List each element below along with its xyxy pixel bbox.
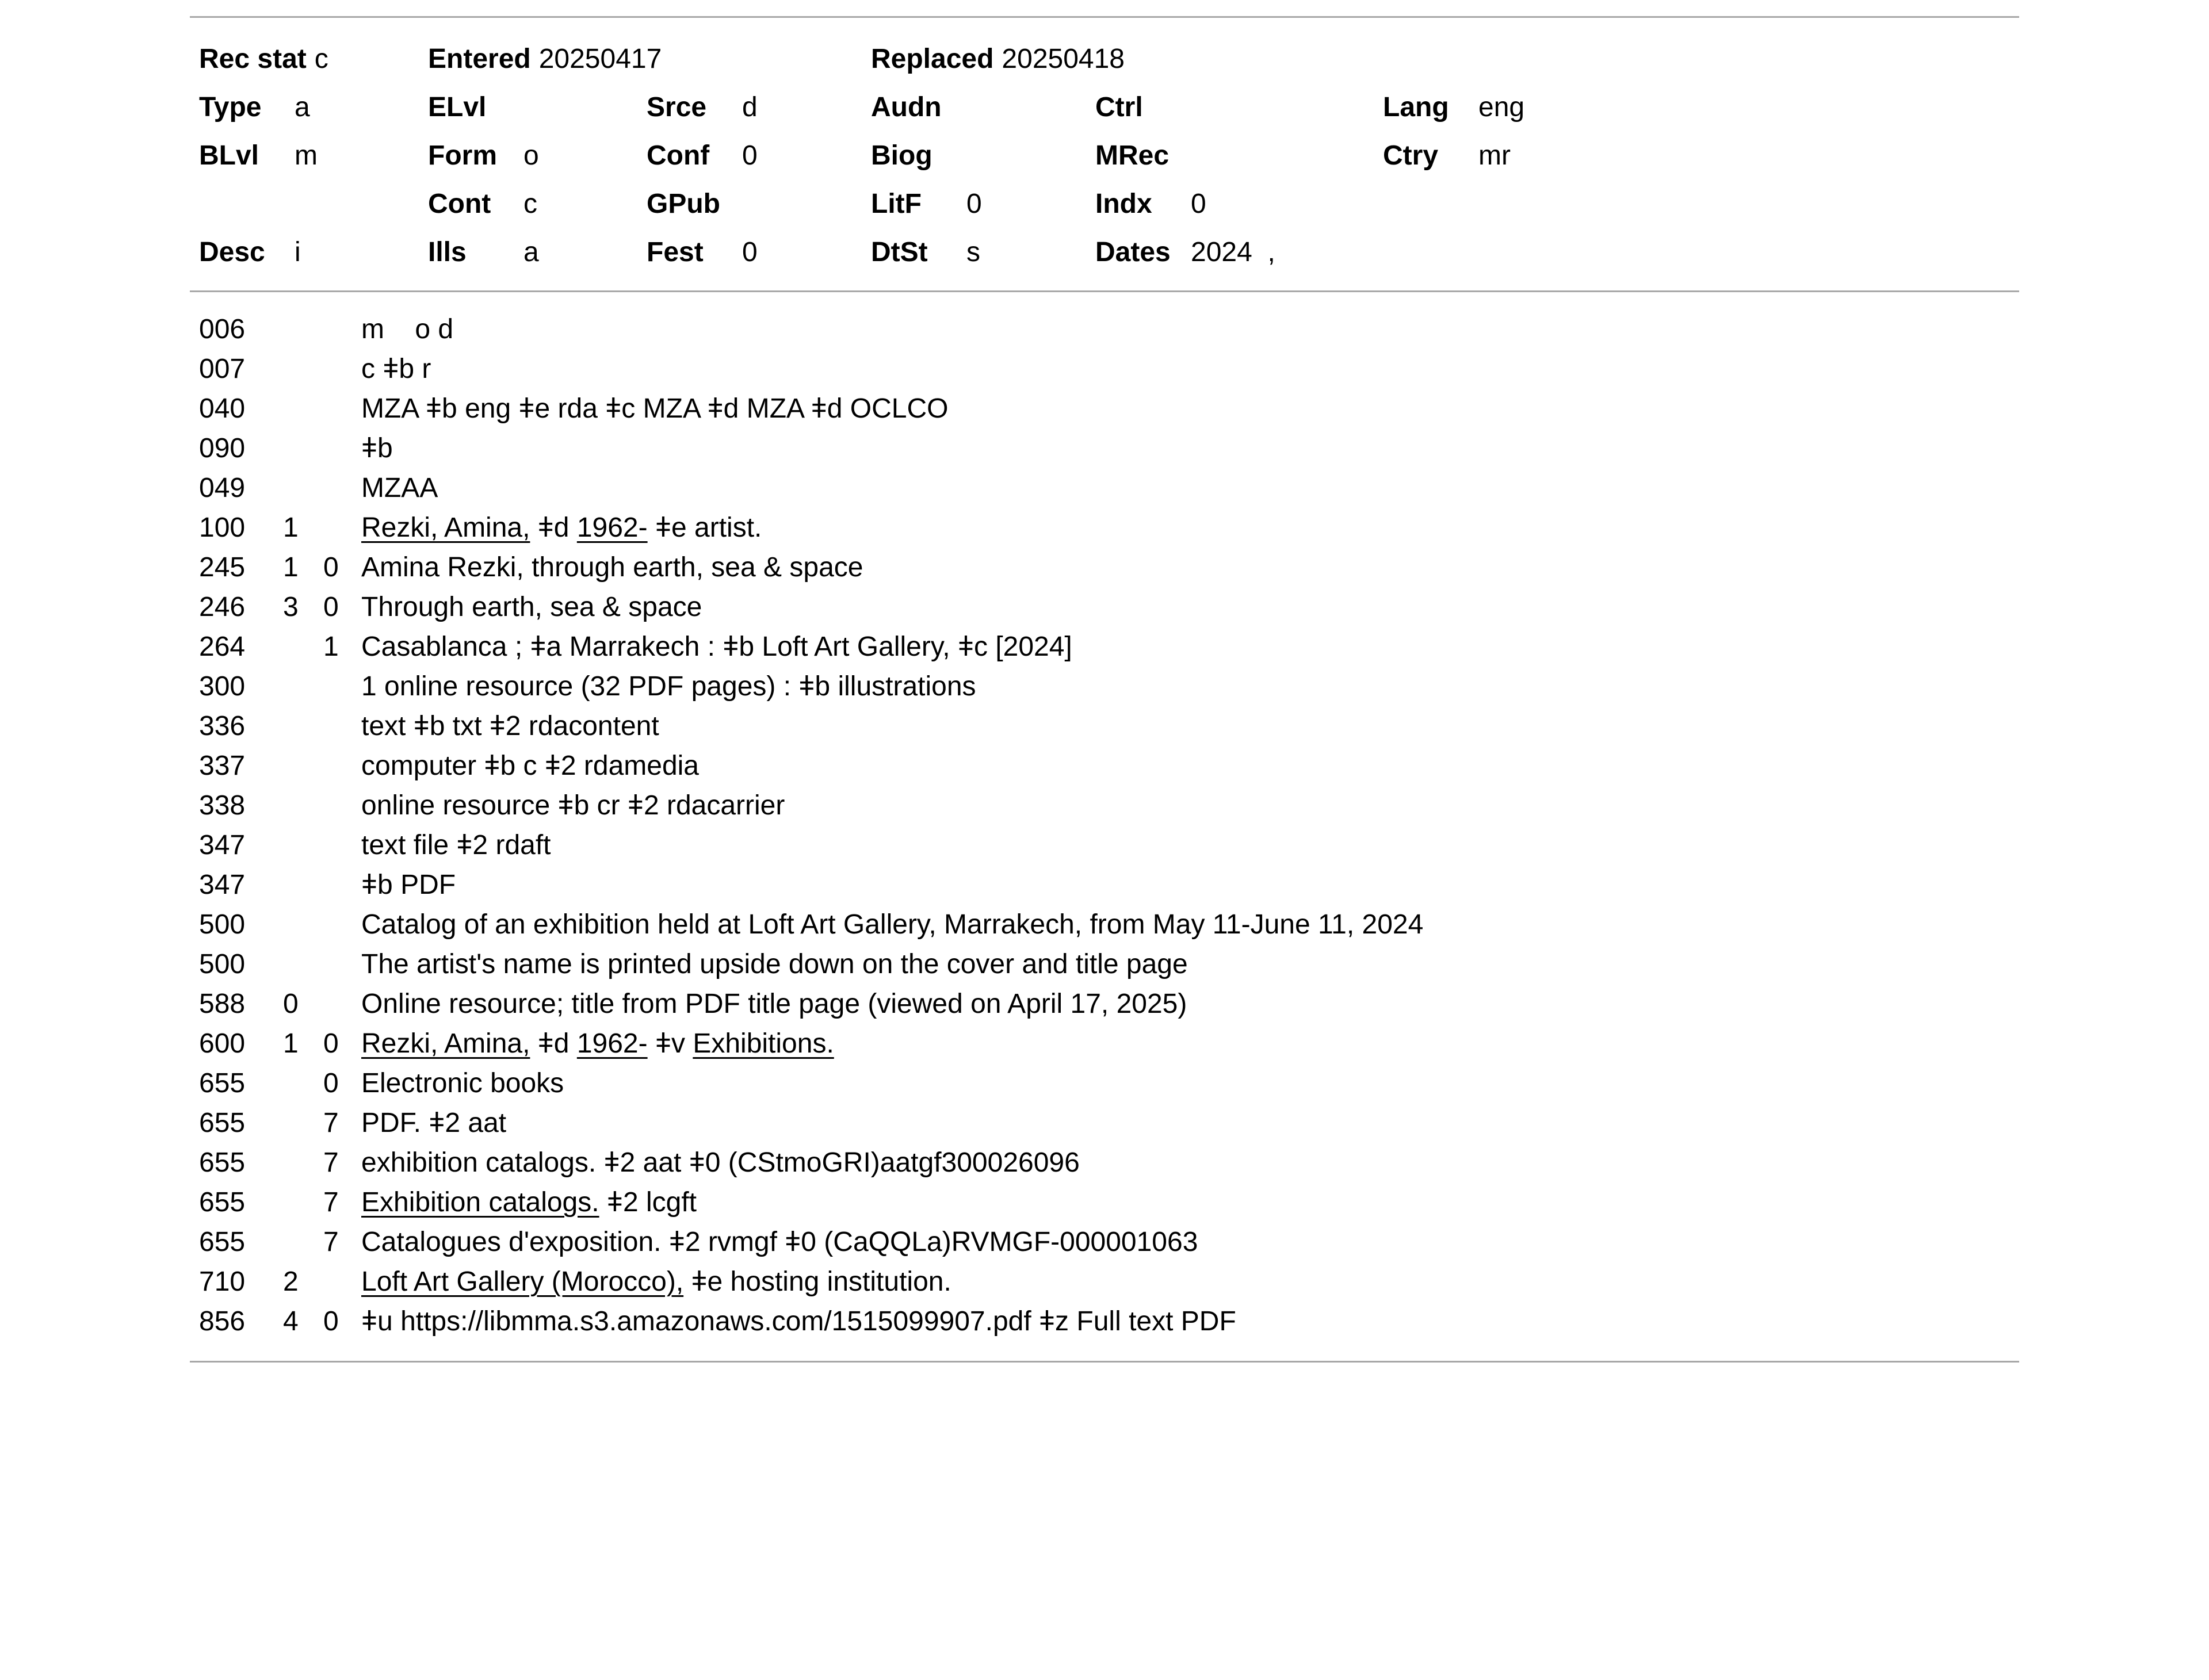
fixed-field-value[interactable]: a [523,237,539,267]
fixed-field-value[interactable]: mr [1478,140,1511,171]
field-content[interactable] [361,1063,2019,1103]
field-tag[interactable]: 500 [199,909,246,940]
fixed-field-label: Ctry [1383,140,1439,171]
field-347 [199,865,2019,905]
field-text: MZA ǂb eng ǂe rda ǂc MZA ǂd MZA ǂd OCLCO [361,393,949,424]
field-338 [199,786,2019,825]
fixed-field-value[interactable]: d [742,92,758,123]
field-indicator-1[interactable]: 2 [283,1266,299,1297]
field-tag[interactable]: 049 [199,473,246,503]
fixed-field-empty [1383,180,2019,228]
field-tag[interactable]: 090 [199,433,246,464]
field-337 [199,746,2019,786]
field-text: ǂu https://libmma.s3.amazonaws.com/1515099907.pdf ǂz Full text PDF [361,1306,1236,1337]
field-content[interactable] [361,667,2019,706]
fixed-field-dates [1095,228,1383,277]
fixed-field-label: MRec [1095,140,1170,171]
fixed-field-value[interactable]: m [295,140,318,171]
fixed-field-label: Lang [1383,92,1449,123]
fixed-field-label: Entered [428,44,531,74]
field-indicator-2[interactable]: 7 [323,1108,339,1138]
fixed-field-ctry [1383,132,2019,180]
field-content[interactable] [361,627,2019,667]
fixed-field-mrec [1095,132,1383,180]
field-tag[interactable]: 007 [199,354,246,384]
controlled-heading-link[interactable]: Loft Art Gallery (Morocco), [361,1266,684,1297]
fixed-field-srce [647,83,871,132]
field-text: text file ǂ2 rdaft [361,830,551,860]
field-content[interactable] [361,746,2019,786]
field-indicator-1[interactable] [283,905,323,944]
field-tag[interactable]: 300 [199,671,246,702]
field-655 [199,1063,2019,1103]
fixed-field-entered [428,35,871,83]
field-indicator-1[interactable]: 3 [283,592,299,622]
field-indicator-1[interactable] [283,1063,323,1103]
field-indicator-1[interactable] [283,389,323,428]
field-text: text ǂb txt ǂ2 rdacontent [361,711,659,741]
field-text: m o d [361,314,454,345]
field-indicator-1[interactable] [283,1143,323,1182]
field-indicator-2[interactable]: 0 [323,552,339,583]
field-content[interactable] [361,587,2019,627]
field-tag[interactable]: 245 [199,552,246,583]
fixed-field-label: Dates [1095,237,1171,267]
field-indicator-2[interactable] [323,1262,361,1302]
fixed-field-value[interactable]: 2024 , [1191,237,1275,267]
field-content[interactable] [361,309,2019,349]
fixed-field-label: Indx [1095,189,1152,219]
field-indicator-1[interactable]: 0 [283,989,299,1019]
fixed-field-dtst [871,228,1095,277]
field-content[interactable] [361,1024,2019,1063]
field-content[interactable] [361,548,2019,587]
field-indicator-1[interactable] [283,786,323,825]
field-content[interactable] [361,706,2019,746]
fixed-field-grid [190,18,2019,290]
fixed-field-value[interactable]: a [295,92,310,123]
fixed-field-conf [647,132,871,180]
field-245 [199,548,2019,587]
field-710 [199,1262,2019,1302]
fixed-field-label: Ctrl [1095,92,1143,123]
field-text: Catalogues d'exposition. ǂ2 rvmgf ǂ0 (CaQQLa)RVMGF-000001063 [361,1227,1198,1257]
field-tag[interactable]: 856 [199,1306,246,1337]
field-text: Through earth, sea & space [361,592,702,622]
field-indicator-2[interactable]: 0 [323,1028,339,1059]
field-500 [199,944,2019,984]
variable-field-list [190,292,2019,1361]
fixed-field-label: Audn [871,92,942,123]
fixed-field-biog [871,132,1095,180]
fixed-field-value[interactable]: 0 [966,189,982,219]
field-tag[interactable]: 600 [199,1028,246,1059]
field-content[interactable] [361,349,2019,389]
field-content[interactable] [361,905,2019,944]
field-indicator-2[interactable] [323,944,361,984]
field-tag[interactable]: 347 [199,870,246,900]
field-indicator-2[interactable]: 0 [323,1306,339,1337]
field-indicator-2[interactable]: 7 [323,1147,339,1178]
field-tag[interactable]: 264 [199,632,246,662]
field-text: online resource ǂb cr ǂ2 rdacarrier [361,790,785,821]
field-indicator-2[interactable] [323,309,361,349]
fixed-field-value[interactable]: eng [1478,92,1525,123]
field-text: ǂ2 lcgft [599,1187,697,1218]
field-content[interactable] [361,1222,2019,1262]
fixed-field-elvl [428,83,647,132]
field-indicator-2[interactable] [323,905,361,944]
field-indicator-1[interactable] [283,428,323,468]
bottom-divider [190,1361,2019,1363]
field-indicator-1[interactable]: 4 [283,1306,299,1337]
field-indicator-2[interactable] [323,865,361,905]
field-indicator-2[interactable] [323,706,361,746]
field-indicator-1[interactable] [283,667,323,706]
field-text: computer ǂb c ǂ2 rdamedia [361,751,699,781]
fixed-field-value[interactable]: o [523,140,539,171]
field-content[interactable] [361,1182,2019,1222]
field-indicator-2[interactable] [323,508,361,548]
field-text: ǂb [361,433,393,464]
field-indicator-1[interactable] [283,944,323,984]
fixed-field-value[interactable] [1183,92,1191,123]
field-indicator-2[interactable] [323,825,361,865]
field-content[interactable] [361,984,2019,1024]
field-006 [199,309,2019,349]
field-655 [199,1143,2019,1182]
fixed-field-litf [871,180,1095,228]
fixed-field-label: LitF [871,189,922,219]
field-indicator-2[interactable] [323,349,361,389]
field-588 [199,984,2019,1024]
field-text: 1 online resource (32 PDF pages) : ǂb illustrations [361,671,976,702]
fixed-field-label: Desc [199,237,265,267]
field-indicator-2[interactable]: 0 [323,592,339,622]
fixed-field-label: BLvl [199,140,259,171]
field-856 [199,1302,2019,1341]
fixed-field-label: Srce [647,92,707,123]
fixed-field-audn [871,83,1095,132]
fixed-field-value[interactable] [958,92,966,123]
fixed-field-label: Ills [428,237,467,267]
field-text: ǂb PDF [361,870,456,900]
fixed-field-label: Biog [871,140,932,171]
fixed-field-empty [1383,35,2019,83]
field-tag[interactable]: 338 [199,790,246,821]
field-655 [199,1182,2019,1222]
field-tag[interactable]: 710 [199,1266,246,1297]
field-100 [199,508,2019,548]
fixed-field-cont [428,180,647,228]
field-indicator-1[interactable] [283,746,323,786]
field-tag[interactable]: 100 [199,512,246,543]
field-indicator-2[interactable]: 0 [323,1068,339,1099]
field-tag[interactable]: 588 [199,989,246,1019]
fixed-field-value[interactable] [515,92,523,123]
field-indicator-2[interactable] [323,786,361,825]
field-indicator-2[interactable] [323,984,361,1024]
field-264 [199,627,2019,667]
fixed-field-label: Cont [428,189,491,219]
fixed-field-label: ELvl [428,92,487,123]
fixed-field-label: GPub [647,189,720,219]
field-040 [199,389,2019,428]
field-indicator-2[interactable] [323,746,361,786]
fixed-field-ills [428,228,647,277]
field-text: Catalog of an exhibition held at Loft Art Gallery, Marrakech, from May 11-June 11, 2024 [361,909,1424,940]
fixed-field-label: DtSt [871,237,928,267]
field-tag[interactable]: 336 [199,711,246,741]
field-tag[interactable]: 040 [199,393,246,424]
field-049 [199,468,2019,508]
fixed-field-label: Replaced [871,44,994,74]
fixed-field-label: Conf [647,140,710,171]
field-090 [199,428,2019,468]
field-text: c ǂb r [361,354,431,384]
field-content[interactable] [361,1103,2019,1143]
field-347 [199,825,2019,865]
field-indicator-2[interactable] [323,389,361,428]
fixed-field-value[interactable]: c [523,189,537,219]
fixed-field-fest [647,228,871,277]
fixed-field-type [199,83,428,132]
fixed-field-gpub [647,180,871,228]
field-text: MZAA [361,473,438,503]
fixed-field-value[interactable] [958,140,966,171]
fixed-field-value[interactable]: c [314,44,328,74]
fixed-field-value[interactable] [734,189,742,219]
controlled-heading-link[interactable]: Rezki, Amina, [361,1028,530,1059]
field-indicator-2[interactable]: 7 [323,1227,339,1257]
field-indicator-1[interactable] [283,1103,323,1143]
field-text: Casablanca ; ǂa Marrakech : ǂb Loft Art Gallery, ǂc [2024] [361,632,1072,662]
field-tag[interactable]: 500 [199,949,246,979]
field-content[interactable] [361,1302,2019,1341]
field-tag[interactable]: 347 [199,830,246,860]
fixed-field-value[interactable]: 0 [742,237,758,267]
fixed-field-value[interactable]: 0 [1191,189,1206,219]
field-tag[interactable]: 006 [199,314,246,345]
fixed-field-blvl [199,132,428,180]
field-600 [199,1024,2019,1063]
field-content[interactable] [361,786,2019,825]
field-indicator-1[interactable]: 1 [283,552,299,583]
field-text: PDF. ǂ2 aat [361,1108,507,1138]
field-content[interactable] [361,1143,2019,1182]
fixed-field-value[interactable]: 0 [742,140,758,171]
field-indicator-1[interactable] [283,309,323,349]
field-indicator-1[interactable] [283,627,323,667]
field-tag[interactable]: 246 [199,592,246,622]
fixed-field-rec-stat [199,35,428,83]
marc-record-editor [190,0,2019,1363]
fixed-field-replaced [871,35,1383,83]
controlled-heading-link[interactable]: Exhibition catalogs. [361,1187,599,1218]
field-content[interactable] [361,1262,2019,1302]
field-500 [199,905,2019,944]
fixed-field-value[interactable]: 20250417 [538,44,662,74]
fixed-field-ctrl [1095,83,1383,132]
field-300 [199,667,2019,706]
fixed-field-empty [199,180,428,228]
field-indicator-2[interactable]: 1 [323,632,339,662]
field-indicator-1[interactable] [283,468,323,508]
field-tag[interactable]: 655 [199,1227,246,1257]
field-tag[interactable]: 655 [199,1147,246,1178]
field-655 [199,1222,2019,1262]
field-content[interactable] [361,508,2019,548]
field-indicator-2[interactable] [323,468,361,508]
field-tag[interactable]: 655 [199,1068,246,1099]
field-content[interactable] [361,865,2019,905]
field-indicator-2[interactable]: 7 [323,1187,339,1218]
controlled-heading-link[interactable]: Exhibitions. [693,1028,834,1059]
field-tag[interactable]: 655 [199,1108,246,1138]
field-text: exhibition catalogs. ǂ2 aat ǂ0 (CStmoGRI)aatgf300026096 [361,1147,1080,1178]
fixed-field-lang [1383,83,2019,132]
field-content[interactable] [361,389,2019,428]
fixed-field-label: Type [199,92,262,123]
fixed-field-label: Fest [647,237,704,267]
fixed-field-label: Rec stat [199,44,307,74]
field-indicator-1[interactable] [283,349,323,389]
field-336 [199,706,2019,746]
field-indicator-1[interactable] [283,1182,323,1222]
field-text: ǂd [530,512,577,543]
controlled-heading-link[interactable]: 1962- [576,1028,648,1059]
fixed-field-value[interactable]: s [966,237,980,267]
controlled-heading-link[interactable]: Rezki, Amina, [361,512,530,543]
fixed-field-empty [1383,228,2019,277]
field-246 [199,587,2019,627]
fixed-field-desc [199,228,428,277]
field-text: ǂv [647,1028,693,1059]
field-text: Electronic books [361,1068,564,1099]
fixed-field-indx [1095,180,1383,228]
field-text: The artist's name is printed upside down on the cover and title page [361,949,1188,979]
fixed-field-label: Form [428,140,497,171]
field-content[interactable] [361,825,2019,865]
field-content[interactable] [361,944,2019,984]
field-indicator-2[interactable] [323,428,361,468]
fixed-field-value[interactable] [1183,140,1191,171]
field-655 [199,1103,2019,1143]
field-indicator-1[interactable] [283,825,323,865]
field-content[interactable] [361,428,2019,468]
fixed-field-value[interactable]: i [295,237,301,267]
field-text: ǂe artist. [647,512,762,543]
field-indicator-1[interactable]: 1 [283,512,299,543]
field-indicator-1[interactable] [283,865,323,905]
fixed-field-form [428,132,647,180]
field-indicator-2[interactable] [323,667,361,706]
field-007 [199,349,2019,389]
field-tag[interactable]: 655 [199,1187,246,1218]
field-tag[interactable]: 337 [199,751,246,781]
field-text: Online resource; title from PDF title page (viewed on April 17, 2025) [361,989,1187,1019]
field-indicator-1[interactable] [283,706,323,746]
controlled-heading-link[interactable]: 1962- [576,512,648,543]
field-text: ǂe hosting institution. [683,1266,951,1297]
field-indicator-1[interactable] [283,1222,323,1262]
field-text: ǂd [530,1028,577,1059]
fixed-field-value[interactable]: 20250418 [1002,44,1125,74]
field-content[interactable] [361,468,2019,508]
field-indicator-1[interactable]: 1 [283,1028,299,1059]
field-text: Amina Rezki, through earth, sea & space [361,552,863,583]
